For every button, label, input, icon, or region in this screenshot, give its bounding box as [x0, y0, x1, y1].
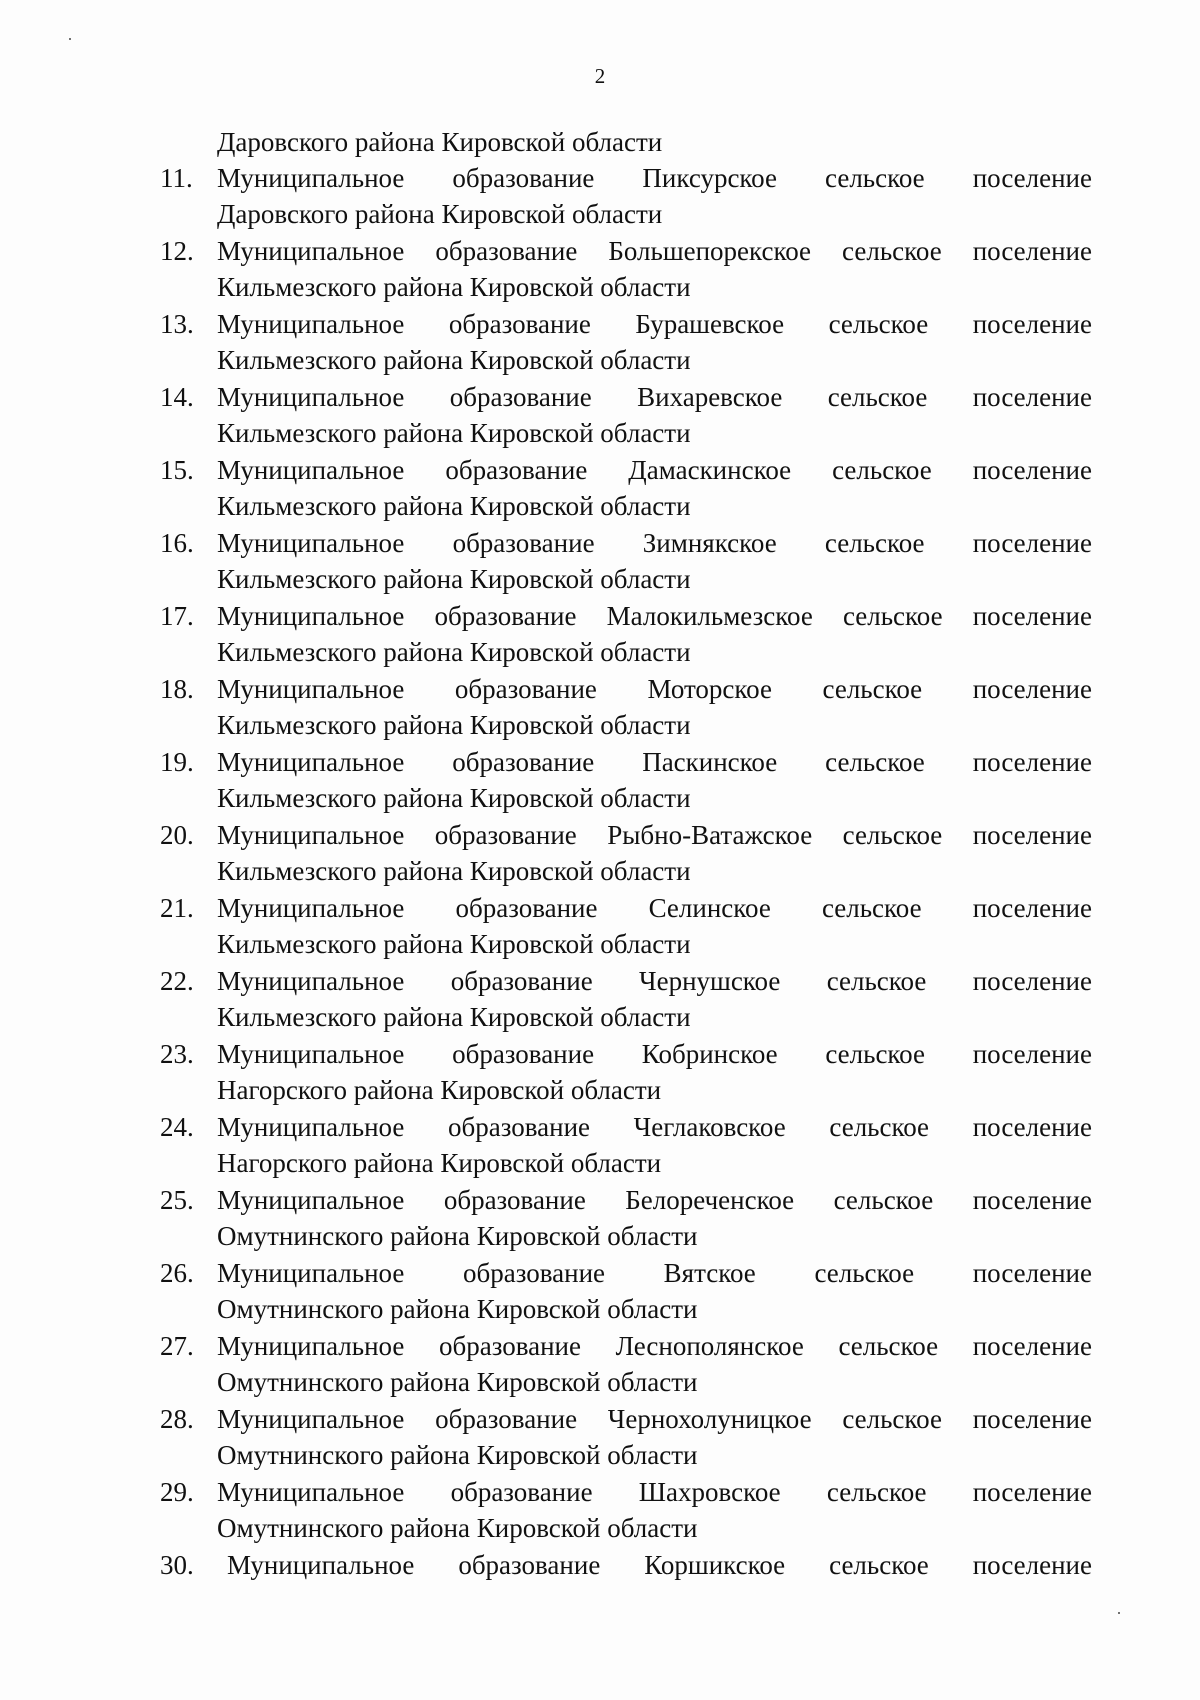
item-word: сельское: [842, 1404, 942, 1434]
item-word: сельское: [842, 820, 943, 850]
item-word: сельское: [825, 747, 925, 777]
scan-speck: [69, 38, 71, 40]
item-number: 17.: [160, 601, 194, 631]
item-word: сельское: [826, 1477, 927, 1507]
item-word: Коршикское: [644, 1550, 786, 1580]
item-number: 20.: [160, 820, 194, 850]
item-number: 12.: [160, 236, 194, 266]
item-second-line: Омутнинского района Кировской области: [217, 1367, 698, 1397]
item-word: образование: [455, 893, 598, 923]
item-word: Муниципальное: [217, 747, 405, 777]
item-second-line: Кильмезского района Кировской области: [217, 856, 691, 886]
item-second-line: Кильмезского района Кировской области: [217, 345, 691, 375]
list-item: [160, 1401, 1092, 1474]
item-second-line: Омутнинского района Кировской области: [217, 1221, 698, 1251]
item-word: Муниципальное: [217, 236, 405, 266]
item-word: образование: [450, 1477, 593, 1507]
item-word: поселение: [972, 455, 1092, 485]
list-item: [160, 598, 1092, 671]
item-word: сельское: [822, 674, 923, 704]
item-word: поселение: [972, 820, 1092, 850]
item-word: сельское: [842, 236, 942, 266]
item-word: сельское: [825, 1039, 925, 1069]
item-first-line: [217, 525, 1092, 561]
list-item: [160, 1036, 1092, 1109]
item-word: сельское: [838, 1331, 939, 1361]
item-word: сельское: [827, 382, 928, 412]
item-second-line: Даровского района Кировской области: [217, 199, 663, 229]
item-word: образование: [452, 747, 595, 777]
item-word: Бурашевское: [635, 309, 785, 339]
item-word: Муниципальное: [217, 1039, 405, 1069]
municipality-list: [160, 160, 1092, 1620]
item-word: Чеглаковское: [633, 1112, 786, 1142]
item-word: поселение: [972, 1477, 1092, 1507]
item-second-line: Нагорского района Кировской области: [217, 1148, 662, 1178]
item-word: Селинское: [648, 893, 771, 923]
item-word: поселение: [972, 1039, 1092, 1069]
item-word: образование: [438, 1331, 581, 1361]
list-item: [160, 744, 1092, 817]
item-word: Пиксурское: [642, 163, 777, 193]
item-first-line: [217, 671, 1092, 707]
item-number: 11.: [160, 163, 193, 193]
item-word: образование: [452, 528, 595, 558]
item-number: 19.: [160, 747, 194, 777]
item-first-line: [217, 452, 1092, 488]
list-item: [160, 1474, 1092, 1547]
item-second-line: Омутнинского района Кировской области: [217, 1440, 698, 1470]
item-word: Чернохолуницкое: [607, 1404, 812, 1434]
item-first-line: [217, 233, 1092, 269]
item-first-line: [217, 379, 1092, 415]
item-word: сельское: [842, 601, 943, 631]
item-word: Дамаскинское: [628, 455, 792, 485]
list-item: [160, 379, 1092, 452]
item-word: Муниципальное: [217, 674, 405, 704]
item-number: 29.: [160, 1477, 194, 1507]
item-word: сельское: [824, 528, 925, 558]
item-first-line: [217, 1182, 1092, 1218]
item-first-line: [227, 1547, 1092, 1583]
list-item: [160, 160, 1092, 233]
item-word: образование: [449, 382, 592, 412]
item-first-line: [217, 744, 1092, 780]
item-word: поселение: [972, 309, 1092, 339]
scan-speck: [1118, 1612, 1120, 1614]
item-word: поселение: [972, 1112, 1092, 1142]
item-word: образование: [443, 1185, 586, 1215]
item-second-line: Омутнинского района Кировской области: [217, 1513, 698, 1543]
item-word: сельское: [832, 455, 932, 485]
item-word: сельское: [833, 1185, 934, 1215]
item-second-line: Кильмезского района Кировской области: [217, 929, 691, 959]
item-number: 28.: [160, 1404, 194, 1434]
item-word: образование: [452, 1039, 595, 1069]
item-word: поселение: [972, 1331, 1092, 1361]
item-second-line: Кильмезского района Кировской области: [217, 783, 691, 813]
item-word: образование: [434, 820, 577, 850]
item-word: сельское: [814, 1258, 915, 1288]
item-first-line: [217, 306, 1092, 342]
item-word: образование: [435, 236, 578, 266]
item-second-line: Кильмезского района Кировской области: [217, 491, 691, 521]
item-first-line: [217, 598, 1092, 634]
item-word: Большепорекское: [608, 236, 812, 266]
item-number: 26.: [160, 1258, 194, 1288]
item-first-line: [217, 1328, 1092, 1364]
item-number: 22.: [160, 966, 194, 996]
item-word: поселение: [972, 674, 1092, 704]
item-word: образование: [448, 309, 591, 339]
item-word: образование: [450, 966, 593, 996]
list-item: [160, 671, 1092, 744]
item-word: Муниципальное: [217, 1477, 405, 1507]
item-second-line: Кильмезского района Кировской области: [217, 710, 691, 740]
item-word: Белореченское: [625, 1185, 795, 1215]
list-item: [160, 233, 1092, 306]
list-item: [160, 1547, 1092, 1620]
item-word: поселение: [972, 1404, 1092, 1434]
item-word: Шахровское: [638, 1477, 781, 1507]
item-word: Вятское: [663, 1258, 756, 1288]
item-word: образование: [463, 1258, 606, 1288]
item-word: сельское: [826, 966, 927, 996]
item-first-line: [217, 817, 1092, 853]
item-word: Муниципальное: [217, 1185, 405, 1215]
item-word: образование: [454, 674, 597, 704]
list-item: [160, 1109, 1092, 1182]
item-first-line: [217, 1255, 1092, 1291]
item-second-line: Кильмезского района Кировской области: [217, 564, 691, 594]
item-first-line: [217, 160, 1092, 196]
item-word: образование: [452, 163, 595, 193]
list-item: [160, 1182, 1092, 1255]
item-word: поселение: [972, 163, 1092, 193]
item-word: Муниципальное: [217, 309, 405, 339]
item-first-line: [217, 1109, 1092, 1145]
item-word: Муниципальное: [217, 163, 405, 193]
item-word: Рыбно-Ватажское: [607, 820, 813, 850]
item-word: Муниципальное: [217, 1112, 405, 1142]
item-first-line: [217, 1474, 1092, 1510]
item-word: сельское: [821, 893, 922, 923]
item-word: образование: [448, 1112, 591, 1142]
item-word: поселение: [972, 1185, 1092, 1215]
item-word: Муниципальное: [217, 820, 405, 850]
item-word: поселение: [972, 236, 1092, 266]
item-word: сельское: [828, 309, 929, 339]
list-item: [160, 817, 1092, 890]
item-word: Леснополянское: [615, 1331, 804, 1361]
item-number: 14.: [160, 382, 194, 412]
item-word: сельское: [829, 1112, 930, 1142]
item-number: 27.: [160, 1331, 194, 1361]
item-word: Муниципальное: [227, 1550, 415, 1580]
list-item: [160, 963, 1092, 1036]
item-word: поселение: [972, 382, 1092, 412]
list-item: [160, 525, 1092, 598]
item-word: образование: [435, 1404, 578, 1434]
item-word: поселение: [972, 528, 1092, 558]
item-first-line: [217, 1036, 1092, 1072]
item-number: 24.: [160, 1112, 194, 1142]
item-number: 30.: [160, 1550, 194, 1580]
item-second-line: Кильмезского района Кировской области: [217, 637, 691, 667]
item-word: поселение: [972, 747, 1092, 777]
item-number: 15.: [160, 455, 194, 485]
item-word: Паскинское: [642, 747, 778, 777]
item-word: сельское: [829, 1550, 929, 1580]
continuation-line: Даровского района Кировской области: [217, 127, 663, 157]
item-word: Муниципальное: [217, 1404, 405, 1434]
item-word: Зимнякское: [642, 528, 777, 558]
item-word: Муниципальное: [217, 382, 405, 412]
item-second-line: Кильмезского района Кировской области: [217, 1002, 691, 1032]
list-item: [160, 1328, 1092, 1401]
item-second-line: Омутнинского района Кировской области: [217, 1294, 698, 1324]
page-number: 2: [594, 64, 606, 88]
item-word: Вихаревское: [637, 382, 783, 412]
item-second-line: Кильмезского района Кировской области: [217, 272, 691, 302]
item-second-line: Кильмезского района Кировской области: [217, 418, 691, 448]
item-number: 23.: [160, 1039, 194, 1069]
item-first-line: [217, 963, 1092, 999]
item-word: Муниципальное: [217, 966, 405, 996]
item-number: 13.: [160, 309, 194, 339]
item-word: Муниципальное: [217, 1258, 405, 1288]
item-word: Муниципальное: [217, 455, 405, 485]
item-word: поселение: [972, 601, 1092, 631]
item-word: Муниципальное: [217, 893, 405, 923]
item-word: поселение: [972, 893, 1092, 923]
item-number: 25.: [160, 1185, 194, 1215]
item-number: 18.: [160, 674, 194, 704]
list-item: [160, 452, 1092, 525]
item-word: поселение: [972, 966, 1092, 996]
item-second-line: Нагорского района Кировской области: [217, 1075, 662, 1105]
item-word: поселение: [972, 1550, 1092, 1580]
item-word: образование: [434, 601, 577, 631]
item-word: Муниципальное: [217, 528, 405, 558]
item-first-line: [217, 890, 1092, 926]
item-word: Муниципальное: [217, 1331, 405, 1361]
list-item: [160, 890, 1092, 963]
item-word: Кобринское: [641, 1039, 778, 1069]
item-word: Муниципальное: [217, 601, 405, 631]
item-word: образование: [458, 1550, 601, 1580]
item-word: Малокильмезское: [606, 601, 813, 631]
item-word: Моторское: [647, 674, 772, 704]
item-word: сельское: [825, 163, 925, 193]
item-first-line: [217, 1401, 1092, 1437]
item-word: образование: [445, 455, 588, 485]
item-word: поселение: [972, 1258, 1092, 1288]
item-word: Чернушское: [639, 966, 781, 996]
list-item: [160, 306, 1092, 379]
list-item: [160, 1255, 1092, 1328]
item-number: 16.: [160, 528, 194, 558]
item-number: 21.: [160, 893, 194, 923]
